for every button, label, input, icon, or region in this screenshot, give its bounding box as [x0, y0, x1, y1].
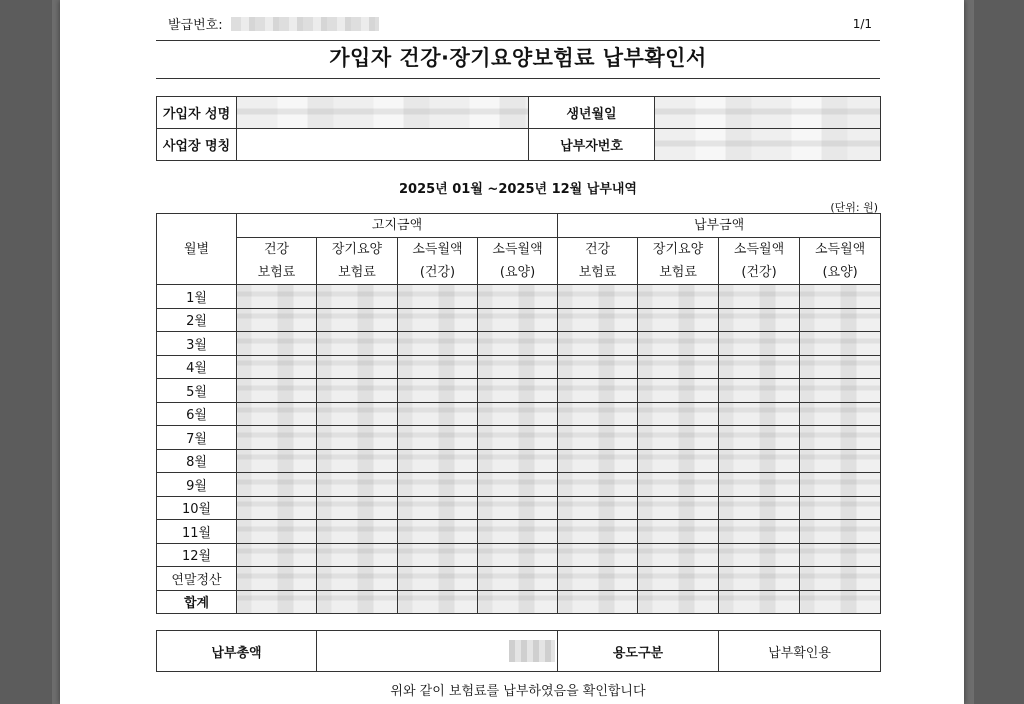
- column-header-line2: (건강): [741, 265, 777, 280]
- viewer-right-margin: [974, 0, 1024, 704]
- amount-cell-redacted: [237, 285, 317, 309]
- amount-cell-redacted: [800, 543, 881, 567]
- column-header: [719, 238, 800, 285]
- amount-cell-redacted: [558, 520, 638, 544]
- amount-cell-redacted: [800, 567, 881, 591]
- total-payment-redacted: [509, 640, 555, 662]
- column-header-line1: 소득월액: [733, 242, 785, 257]
- payment-detail-table: [156, 213, 881, 614]
- column-header: [398, 238, 478, 285]
- amount-cell-redacted: [317, 520, 398, 544]
- amount-cell-redacted: [800, 520, 881, 544]
- table-row: [157, 496, 881, 520]
- amount-cell-redacted: [398, 590, 478, 614]
- table-row: [157, 520, 881, 544]
- amount-cell-redacted: [719, 308, 800, 332]
- month-label: 10월: [157, 496, 237, 520]
- month-label: 연말정산: [157, 567, 237, 591]
- amount-cell-redacted: [398, 426, 478, 450]
- amount-cell-redacted: [317, 308, 398, 332]
- column-header: [478, 238, 558, 285]
- month-label: 7월: [157, 426, 237, 450]
- table-row: [157, 308, 881, 332]
- table-row: [157, 567, 881, 591]
- amount-cell-redacted: [317, 590, 398, 614]
- amount-cell-redacted: [478, 402, 558, 426]
- amount-cell-redacted: [398, 543, 478, 567]
- amount-cell-redacted: [237, 520, 317, 544]
- column-header: [800, 238, 881, 285]
- amount-cell-redacted: [478, 308, 558, 332]
- amount-cell-redacted: [478, 520, 558, 544]
- amount-cell-redacted: [237, 426, 317, 450]
- amount-cell-redacted: [237, 496, 317, 520]
- amount-cell-redacted: [317, 379, 398, 403]
- month-label: 8월: [157, 449, 237, 473]
- amount-cell-redacted: [317, 496, 398, 520]
- amount-cell-redacted: [237, 332, 317, 356]
- issue-number: [168, 14, 379, 33]
- amount-cell-redacted: [237, 355, 317, 379]
- amount-cell-redacted: [719, 473, 800, 497]
- amount-cell-redacted: [800, 426, 881, 450]
- paid-amount-header: 납부금액: [558, 214, 881, 238]
- amount-cell-redacted: [719, 285, 800, 309]
- table-row: [157, 543, 881, 567]
- amount-cell-redacted: [558, 496, 638, 520]
- column-header: [638, 238, 719, 285]
- total-table: [156, 630, 881, 672]
- amount-cell-redacted: [638, 496, 719, 520]
- amount-cell-redacted: [638, 449, 719, 473]
- column-header-line1: 소득월액: [412, 242, 463, 257]
- amount-cell-redacted: [558, 449, 638, 473]
- column-header-line1: 소득월액: [492, 242, 543, 257]
- month-label: 1월: [157, 285, 237, 309]
- amount-cell-redacted: [800, 590, 881, 614]
- amount-cell-redacted: [398, 402, 478, 426]
- amount-cell-redacted: [317, 402, 398, 426]
- column-header-line1: 장기요양: [331, 242, 383, 257]
- amount-cell-redacted: [317, 449, 398, 473]
- table-row: [157, 402, 881, 426]
- month-label: 3월: [157, 332, 237, 356]
- amount-cell-redacted: [800, 308, 881, 332]
- amount-cell-redacted: [237, 473, 317, 497]
- birth-date-label: 생년월일: [529, 97, 655, 129]
- amount-cell-redacted: [398, 308, 478, 332]
- subscriber-info-table: [156, 96, 881, 161]
- month-label: 합계: [157, 590, 237, 614]
- amount-cell-redacted: [719, 355, 800, 379]
- amount-cell-redacted: [800, 496, 881, 520]
- amount-cell-redacted: [638, 285, 719, 309]
- column-header-line2: 보험료: [659, 265, 697, 280]
- amount-cell-redacted: [800, 449, 881, 473]
- amount-cell-redacted: [398, 473, 478, 497]
- amount-cell-redacted: [558, 285, 638, 309]
- amount-cell-redacted: [719, 379, 800, 403]
- amount-cell-redacted: [317, 543, 398, 567]
- amount-cell-redacted: [558, 308, 638, 332]
- column-header-line2: 보험료: [338, 265, 376, 280]
- purpose-label: 용도구분: [558, 631, 719, 672]
- amount-cell-redacted: [317, 285, 398, 309]
- table-row: [157, 332, 881, 356]
- column-header-line2: 보험료: [257, 265, 296, 280]
- table-row: [157, 285, 881, 309]
- amount-cell-redacted: [398, 332, 478, 356]
- title-top-rule: [156, 40, 880, 41]
- amount-cell-redacted: [558, 567, 638, 591]
- amount-cell-redacted: [719, 426, 800, 450]
- amount-cell-redacted: [800, 402, 881, 426]
- month-label: 5월: [157, 379, 237, 403]
- amount-cell-redacted: [558, 543, 638, 567]
- amount-cell-redacted: [638, 355, 719, 379]
- column-header-line2: (요양): [822, 265, 858, 280]
- amount-cell-redacted: [719, 590, 800, 614]
- total-payment-value: [317, 631, 558, 672]
- month-label: 9월: [157, 473, 237, 497]
- total-payment-label: 납부총액: [157, 631, 317, 672]
- amount-cell-redacted: [719, 543, 800, 567]
- table-row: [157, 590, 881, 614]
- amount-cell-redacted: [237, 379, 317, 403]
- amount-cell-redacted: [237, 449, 317, 473]
- column-header-line2: (건강): [419, 265, 456, 280]
- amount-cell-redacted: [398, 379, 478, 403]
- amount-cell-redacted: [317, 426, 398, 450]
- amount-cell-redacted: [478, 426, 558, 450]
- amount-cell-redacted: [800, 332, 881, 356]
- amount-cell-redacted: [317, 473, 398, 497]
- amount-cell-redacted: [478, 496, 558, 520]
- amount-cell-redacted: [800, 285, 881, 309]
- amount-cell-redacted: [719, 520, 800, 544]
- amount-cell-redacted: [317, 332, 398, 356]
- subscriber-name-value: [237, 97, 529, 129]
- amount-cell-redacted: [638, 473, 719, 497]
- month-label: 11월: [157, 520, 237, 544]
- amount-cell-redacted: [638, 332, 719, 356]
- month-label: 4월: [157, 355, 237, 379]
- amount-cell-redacted: [478, 285, 558, 309]
- issue-number-label: 발급번호:: [168, 18, 223, 33]
- workplace-label: 사업장 명칭: [157, 129, 237, 161]
- document-title: 가입자 건강·장기요양보험료 납부확인서: [329, 46, 707, 70]
- table-row: [157, 473, 881, 497]
- amount-cell-redacted: [478, 355, 558, 379]
- amount-cell-redacted: [719, 332, 800, 356]
- amount-cell-redacted: [478, 473, 558, 497]
- payment-period: 2025년 01월 ~2025년 12월 납부내역: [398, 182, 637, 197]
- amount-cell-redacted: [398, 520, 478, 544]
- table-row: [157, 426, 881, 450]
- column-header-line1: 건강: [584, 242, 611, 257]
- column-header-line1: 소득월액: [814, 242, 866, 257]
- workplace-value: [237, 129, 529, 161]
- column-header-line1: 건강: [263, 242, 290, 257]
- payer-number-label: 납부자번호: [529, 129, 655, 161]
- amount-cell-redacted: [638, 590, 719, 614]
- amount-cell-redacted: [800, 473, 881, 497]
- amount-cell-redacted: [398, 567, 478, 591]
- confirmation-statement: 위와 같이 보험료를 납부하였음을 확인합니다: [390, 684, 646, 699]
- amount-cell-redacted: [800, 355, 881, 379]
- column-header: [558, 238, 638, 285]
- amount-cell-redacted: [719, 402, 800, 426]
- table-row: [157, 355, 881, 379]
- amount-cell-redacted: [638, 426, 719, 450]
- amount-cell-redacted: [237, 590, 317, 614]
- amount-cell-redacted: [237, 567, 317, 591]
- amount-cell-redacted: [398, 285, 478, 309]
- title-bottom-rule: [156, 78, 880, 79]
- unit-label: (단위: 원): [830, 201, 878, 214]
- amount-cell-redacted: [317, 567, 398, 591]
- column-header-line2: (요양): [499, 265, 536, 280]
- page-number: 1/1: [852, 17, 872, 31]
- issue-number-redacted: [231, 17, 379, 31]
- amount-cell-redacted: [558, 379, 638, 403]
- purpose-value: 납부확인용: [719, 631, 881, 672]
- table-row: [157, 449, 881, 473]
- month-header: 월별: [157, 214, 237, 285]
- column-header: [237, 238, 317, 285]
- amount-cell-redacted: [558, 426, 638, 450]
- amount-cell-redacted: [638, 308, 719, 332]
- birth-date-value: [655, 97, 881, 129]
- month-label: 12월: [157, 543, 237, 567]
- amount-cell-redacted: [558, 590, 638, 614]
- document-page: [60, 0, 964, 704]
- amount-cell-redacted: [558, 332, 638, 356]
- amount-cell-redacted: [558, 355, 638, 379]
- amount-cell-redacted: [478, 332, 558, 356]
- table-row: [157, 379, 881, 403]
- amount-cell-redacted: [398, 355, 478, 379]
- amount-cell-redacted: [558, 473, 638, 497]
- amount-cell-redacted: [638, 379, 719, 403]
- amount-cell-redacted: [800, 379, 881, 403]
- amount-cell-redacted: [719, 567, 800, 591]
- column-header-line1: 장기요양: [652, 242, 704, 257]
- amount-cell-redacted: [478, 449, 558, 473]
- column-header: [317, 238, 398, 285]
- amount-cell-redacted: [638, 402, 719, 426]
- amount-cell-redacted: [237, 543, 317, 567]
- viewer-left-margin: [0, 0, 52, 704]
- amount-cell-redacted: [558, 402, 638, 426]
- subscriber-name-label: 가입자 성명: [157, 97, 237, 129]
- amount-cell-redacted: [638, 567, 719, 591]
- amount-cell-redacted: [638, 543, 719, 567]
- amount-cell-redacted: [398, 449, 478, 473]
- month-label: 6월: [157, 402, 237, 426]
- payer-number-value: [655, 129, 881, 161]
- amount-cell-redacted: [237, 308, 317, 332]
- amount-cell-redacted: [478, 590, 558, 614]
- amount-cell-redacted: [317, 355, 398, 379]
- amount-cell-redacted: [237, 402, 317, 426]
- amount-cell-redacted: [398, 496, 478, 520]
- month-label: 2월: [157, 308, 237, 332]
- amount-cell-redacted: [719, 449, 800, 473]
- amount-cell-redacted: [478, 379, 558, 403]
- amount-cell-redacted: [478, 567, 558, 591]
- column-header-line2: 보험료: [578, 265, 617, 280]
- amount-cell-redacted: [638, 520, 719, 544]
- amount-cell-redacted: [719, 496, 800, 520]
- notice-amount-header: 고지금액: [237, 214, 558, 238]
- amount-cell-redacted: [478, 543, 558, 567]
